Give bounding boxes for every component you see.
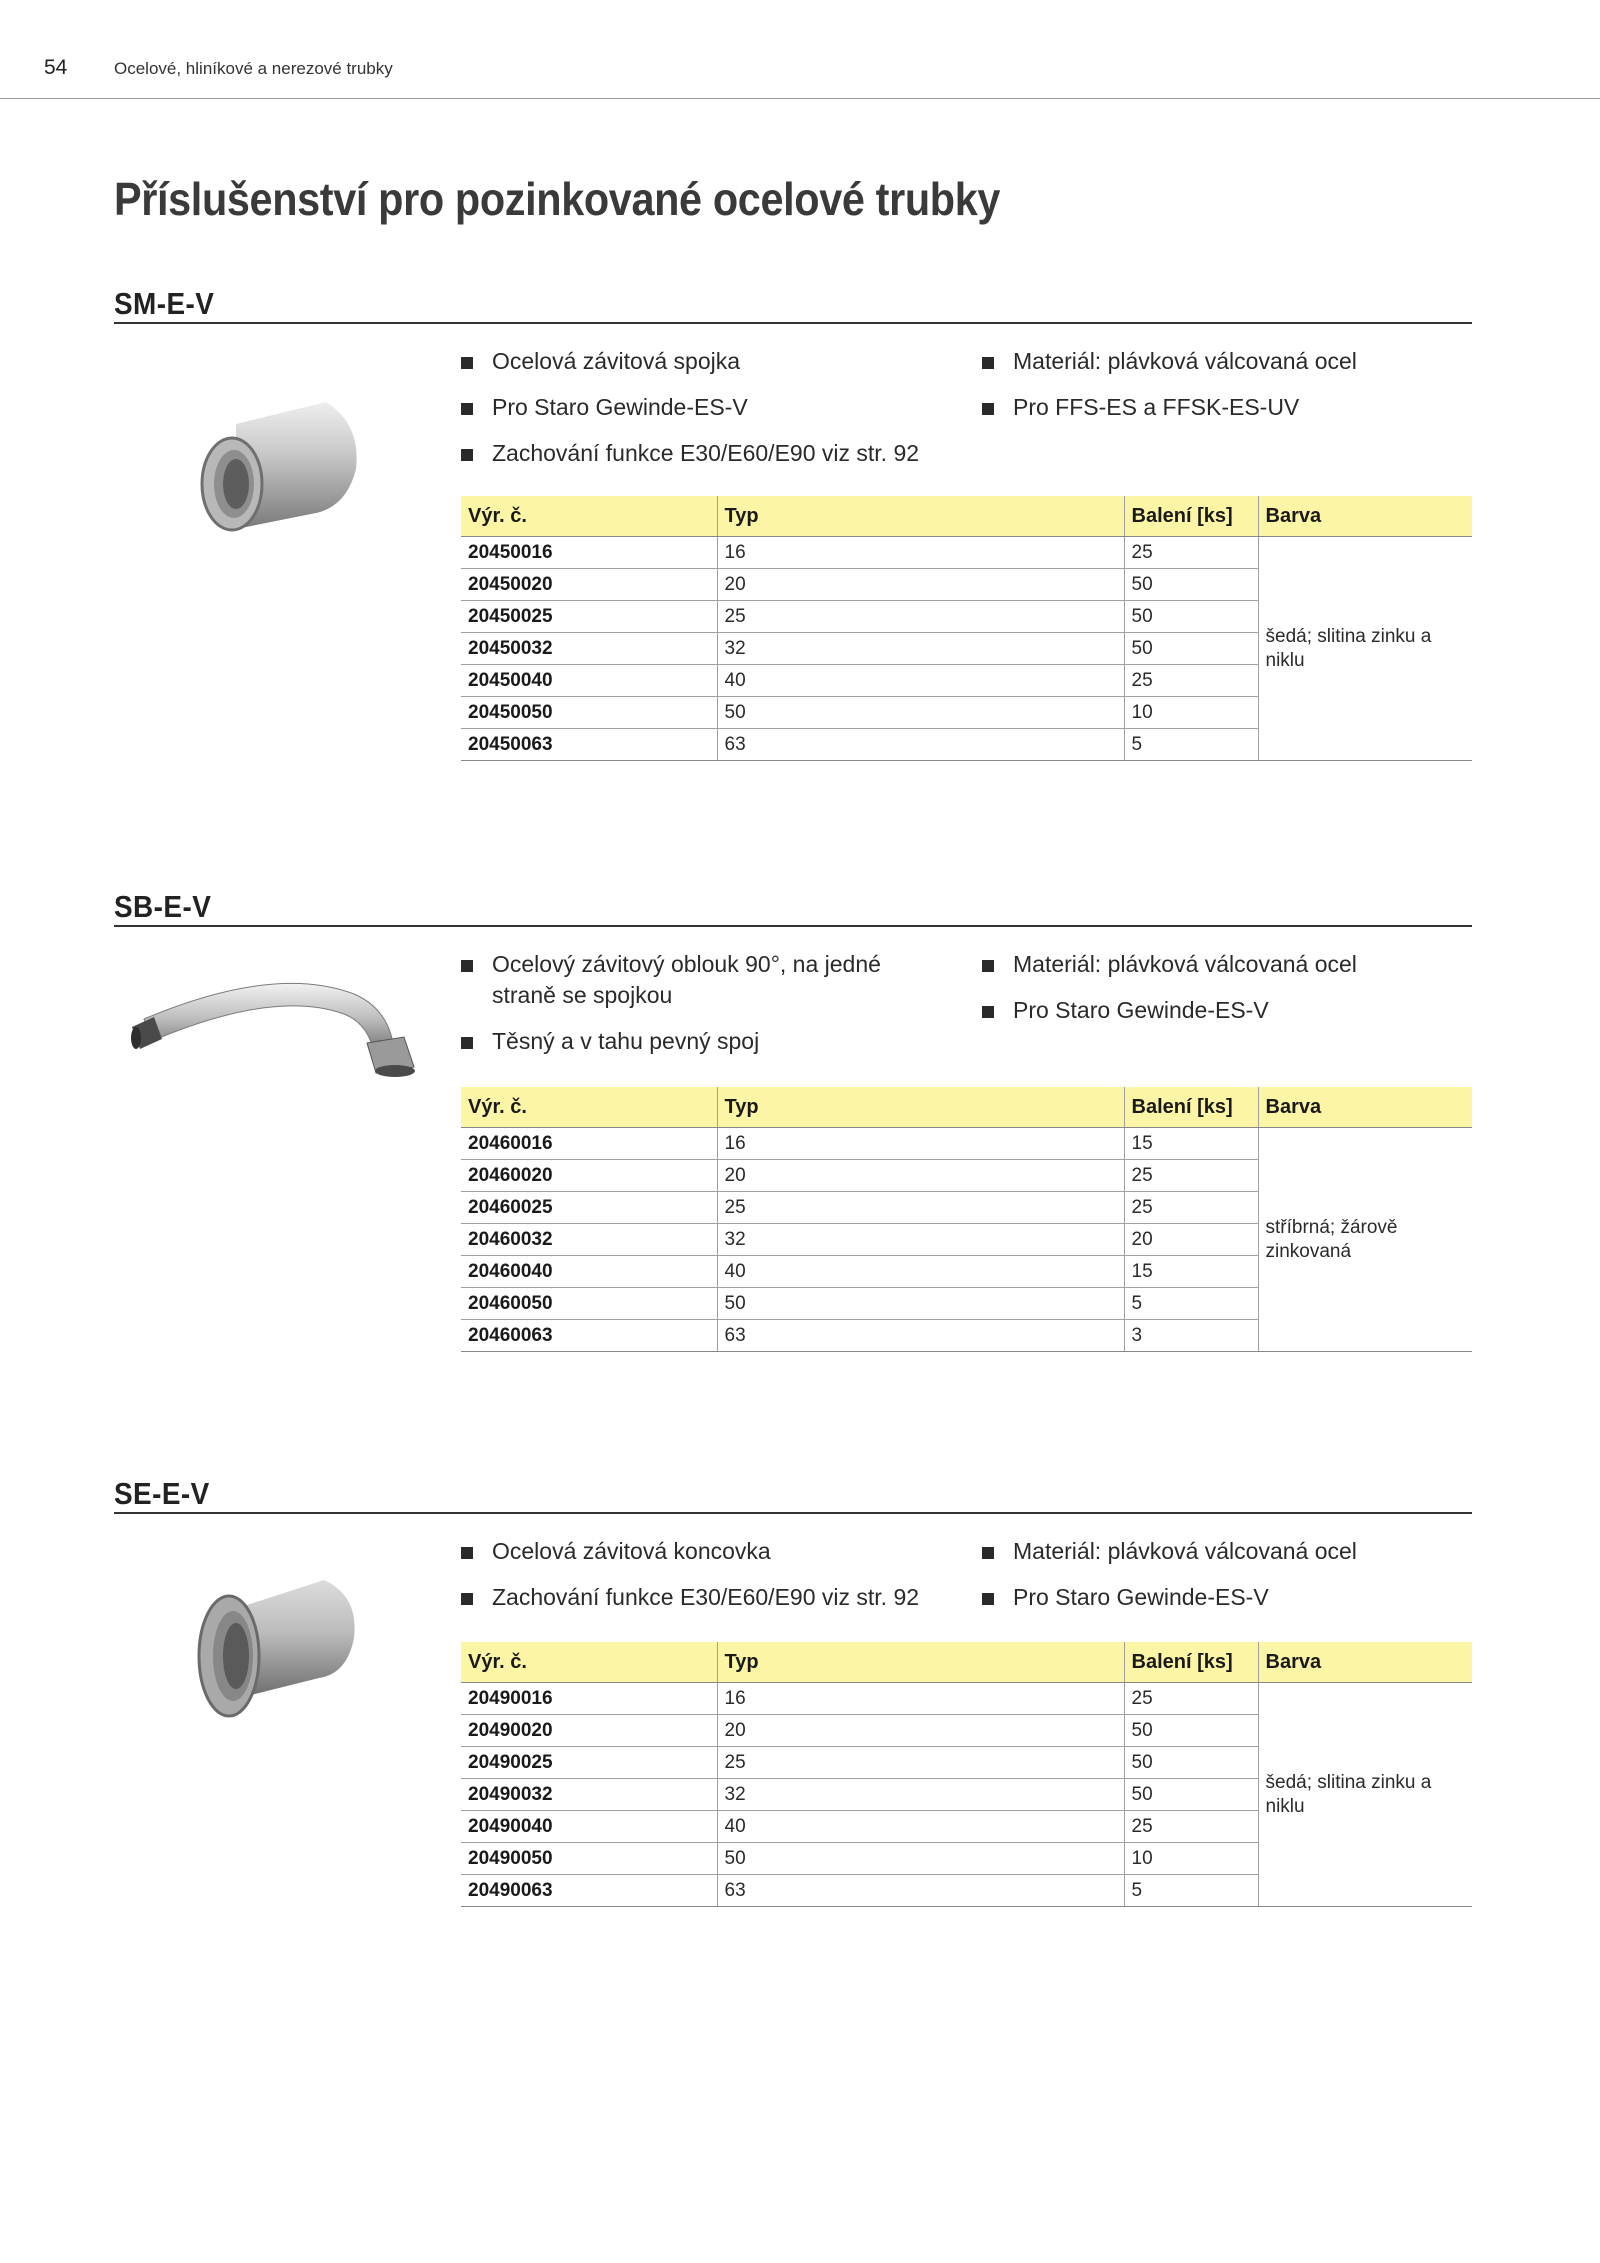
cell-code: 20460016 (461, 1128, 717, 1160)
feature-item: Ocelová závitová spojka (461, 346, 951, 377)
cell-type: 50 (717, 1288, 1124, 1320)
cell-code: 20450016 (461, 537, 717, 569)
cell-pack: 50 (1124, 601, 1258, 633)
feature-item: Ocelový závitový oblouk 90°, na jedné straně se spojkou (461, 949, 951, 1011)
feature-item: Materiál: plávková válcovaná ocel (982, 949, 1462, 980)
cell-type: 63 (717, 1875, 1124, 1907)
cell-type: 25 (717, 1747, 1124, 1779)
cell-code: 20450040 (461, 665, 717, 697)
cell-pack: 50 (1124, 1715, 1258, 1747)
cell-type: 32 (717, 1779, 1124, 1811)
cell-type: 40 (717, 1811, 1124, 1843)
feature-item: Těsný a v tahu pevný spoj (461, 1026, 951, 1057)
cell-pack: 50 (1124, 569, 1258, 601)
cell-color: stříbrná; žárově zinkovaná (1258, 1128, 1472, 1352)
bullet-icon (982, 1006, 994, 1018)
bullet-icon (982, 357, 994, 369)
cell-type: 25 (717, 601, 1124, 633)
col-header-type: Typ (717, 1087, 1124, 1128)
cell-code: 20450063 (461, 729, 717, 761)
col-header-pack: Balení [ks] (1124, 496, 1258, 537)
cell-type: 20 (717, 569, 1124, 601)
cell-code: 20460032 (461, 1224, 717, 1256)
cell-code: 20450025 (461, 601, 717, 633)
cell-code: 20490050 (461, 1843, 717, 1875)
cell-pack: 5 (1124, 729, 1258, 761)
cell-pack: 25 (1124, 1160, 1258, 1192)
cell-type: 63 (717, 1320, 1124, 1352)
cell-pack: 25 (1124, 1811, 1258, 1843)
running-title: Ocelové, hliníkové a nerezové trubky (114, 59, 393, 78)
cell-pack: 15 (1124, 1256, 1258, 1288)
col-header-color: Barva (1258, 496, 1472, 537)
cell-type: 16 (717, 1128, 1124, 1160)
product-table (461, 1087, 1472, 1352)
cell-code: 20450020 (461, 569, 717, 601)
end-piece-image (189, 1566, 369, 1726)
section-title: SM-E-V (114, 286, 1472, 324)
cell-code: 20490016 (461, 1683, 717, 1715)
feature-item: Zachování funkce E30/E60/E90 viz str. 92 (461, 1582, 951, 1613)
feature-item: Pro Staro Gewinde-ES-V (461, 392, 951, 423)
cell-type: 63 (717, 729, 1124, 761)
col-header-pack: Balení [ks] (1124, 1642, 1258, 1683)
bullet-icon (982, 403, 994, 415)
cell-type: 32 (717, 633, 1124, 665)
bullet-icon (461, 357, 473, 369)
col-header-code: Výr. č. (461, 1087, 717, 1128)
table-row (461, 1128, 1472, 1160)
product-table (461, 1642, 1472, 1907)
page-title: Příslušenství pro pozinkované ocelové trubky (114, 173, 1001, 225)
section-sb-e-v (114, 889, 1472, 1369)
cell-pack: 15 (1124, 1128, 1258, 1160)
cell-pack: 5 (1124, 1288, 1258, 1320)
cell-type: 16 (717, 537, 1124, 569)
section-se-e-v (114, 1476, 1472, 1926)
cell-color: šedá; slitina zinku a niklu (1258, 537, 1472, 761)
cell-pack: 10 (1124, 697, 1258, 729)
section-title: SE-E-V (114, 1476, 1472, 1514)
page-number: 54 (44, 56, 68, 79)
cell-type: 20 (717, 1715, 1124, 1747)
product-table (461, 496, 1472, 761)
cell-type: 20 (717, 1160, 1124, 1192)
cell-code: 20490040 (461, 1811, 717, 1843)
cell-code: 20450032 (461, 633, 717, 665)
bullet-icon (982, 960, 994, 972)
cell-type: 32 (717, 1224, 1124, 1256)
table-row (461, 537, 1472, 569)
cell-pack: 50 (1124, 633, 1258, 665)
feature-item: Pro Staro Gewinde-ES-V (982, 1582, 1462, 1613)
bend-image (124, 969, 439, 1079)
bullet-icon (461, 449, 473, 461)
bullet-icon (461, 960, 473, 972)
table-row (461, 1683, 1472, 1715)
cell-type: 50 (717, 697, 1124, 729)
cell-type: 16 (717, 1683, 1124, 1715)
col-header-code: Výr. č. (461, 496, 717, 537)
cell-pack: 3 (1124, 1320, 1258, 1352)
cell-code: 20460025 (461, 1192, 717, 1224)
cell-code: 20460050 (461, 1288, 717, 1320)
bullet-icon (461, 1037, 473, 1049)
table-header-row (461, 1087, 1472, 1128)
col-header-type: Typ (717, 1642, 1124, 1683)
cell-code: 20460040 (461, 1256, 717, 1288)
cell-code: 20490032 (461, 1779, 717, 1811)
cell-code: 20490063 (461, 1875, 717, 1907)
bullet-icon (461, 1547, 473, 1559)
cell-pack: 25 (1124, 537, 1258, 569)
cell-pack: 50 (1124, 1779, 1258, 1811)
cell-color: šedá; slitina zinku a niklu (1258, 1683, 1472, 1907)
col-header-code: Výr. č. (461, 1642, 717, 1683)
table-header-row (461, 496, 1472, 537)
section-sm-e-v (114, 286, 1472, 766)
feature-item: Zachování funkce E30/E60/E90 viz str. 92 (461, 438, 951, 469)
col-header-pack: Balení [ks] (1124, 1087, 1258, 1128)
cell-type: 40 (717, 1256, 1124, 1288)
cell-pack: 5 (1124, 1875, 1258, 1907)
cell-pack: 10 (1124, 1843, 1258, 1875)
feature-item: Pro FFS-ES a FFSK-ES-UV (982, 392, 1462, 423)
feature-item: Materiál: plávková válcovaná ocel (982, 1536, 1462, 1567)
feature-item: Pro Staro Gewinde-ES-V (982, 995, 1462, 1026)
cell-pack: 20 (1124, 1224, 1258, 1256)
col-header-color: Barva (1258, 1087, 1472, 1128)
cell-code: 20490025 (461, 1747, 717, 1779)
section-title: SB-E-V (114, 889, 1472, 927)
table-header-row (461, 1642, 1472, 1683)
cell-code: 20460063 (461, 1320, 717, 1352)
bullet-icon (461, 403, 473, 415)
feature-item: Ocelová závitová koncovka (461, 1536, 951, 1567)
feature-item: Materiál: plávková válcovaná ocel (982, 346, 1462, 377)
cell-code: 20460020 (461, 1160, 717, 1192)
bullet-icon (982, 1547, 994, 1559)
cell-code: 20450050 (461, 697, 717, 729)
cell-code: 20490020 (461, 1715, 717, 1747)
cell-pack: 50 (1124, 1747, 1258, 1779)
cell-pack: 25 (1124, 665, 1258, 697)
cell-type: 40 (717, 665, 1124, 697)
cell-pack: 25 (1124, 1683, 1258, 1715)
coupling-image (196, 394, 366, 544)
bullet-icon (982, 1593, 994, 1605)
col-header-type: Typ (717, 496, 1124, 537)
bullet-icon (461, 1593, 473, 1605)
cell-type: 25 (717, 1192, 1124, 1224)
cell-pack: 25 (1124, 1192, 1258, 1224)
col-header-color: Barva (1258, 1642, 1472, 1683)
cell-type: 50 (717, 1843, 1124, 1875)
page-header (0, 0, 1600, 99)
